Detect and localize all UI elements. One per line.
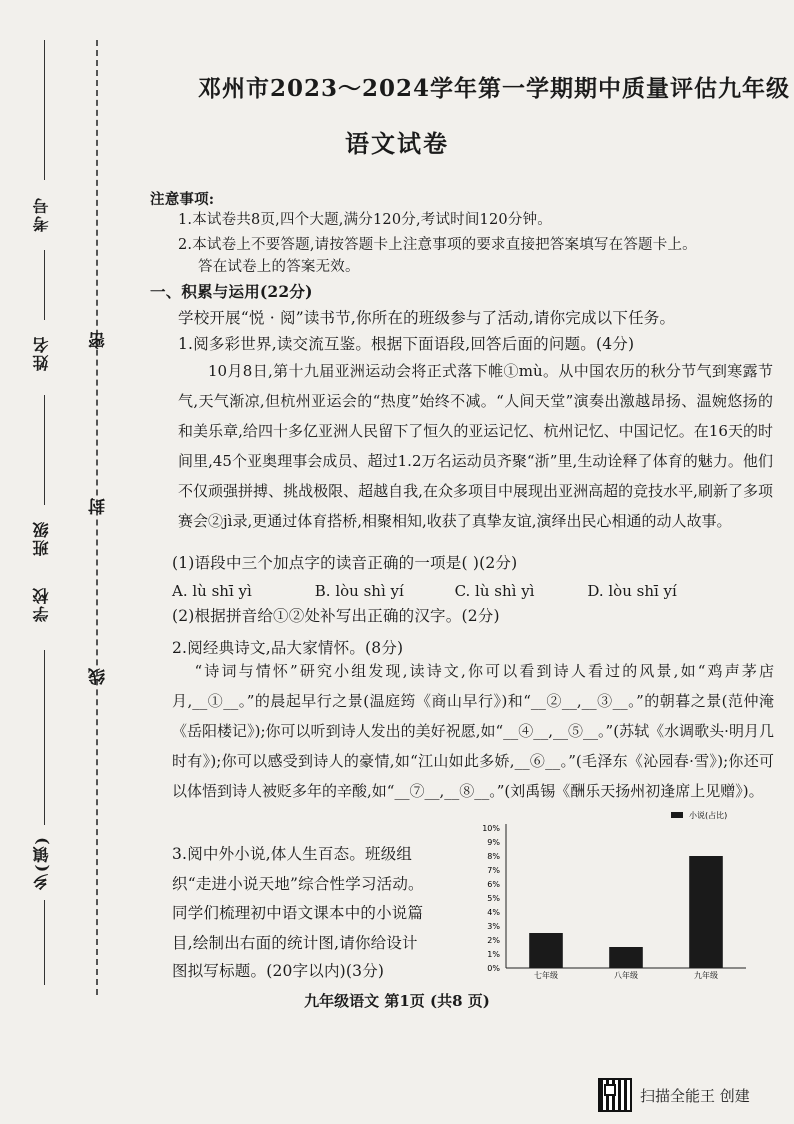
name-label: 姓名: [32, 335, 51, 371]
cut-mi: 密: [89, 332, 109, 349]
notice-heading: 注意事项:: [150, 191, 215, 208]
town-rule: [44, 900, 45, 985]
scanner-watermark: [598, 1078, 750, 1112]
y-tick-label: 10%: [482, 824, 500, 833]
question-1-2: (2)根据拼音给①②处补写出正确的汉字。(2分): [172, 607, 500, 625]
name-rule: [44, 250, 45, 320]
question-1: 1.阅多彩世界,读交流互鉴。根据下面语段,回答后面的问题。(4分): [178, 335, 635, 353]
legend-swatch: [671, 812, 683, 818]
page-footer: 九年级语文 第1页 (共8 页): [304, 992, 490, 1010]
notice-item-1: 1.本试卷共8页,四个大题,满分120分,考试时间120分钟。: [178, 212, 552, 228]
y-tick-label: 1%: [487, 950, 500, 959]
question-3-line-1: 3.阅中外小说,体人生百态。班级组: [172, 845, 413, 863]
y-tick-label: 5%: [487, 894, 500, 903]
option-d: D. lòu shī yí: [587, 582, 677, 600]
school-label: 学校: [32, 586, 51, 622]
bar-1: [609, 947, 643, 968]
question-3-line-3: 同学们梳理初中语文课本中的小说篇: [172, 904, 424, 922]
legend-label: 小说(占比): [689, 811, 728, 820]
y-tick-label: 3%: [487, 922, 500, 931]
y-tick-label: 0%: [487, 964, 500, 973]
exam-subtitle: 语文试卷: [345, 129, 449, 158]
y-tick-label: 2%: [487, 936, 500, 945]
notice-item-2: 2.本试卷上不要答题,请按答题卡上注意事项的要求直接把答案填写在答题卡上。: [178, 237, 697, 253]
x-tick-label: 八年级: [614, 971, 638, 980]
exam-no-label: 考号: [32, 196, 51, 232]
bar-2: [689, 856, 723, 968]
cut-feng: 封: [89, 498, 109, 515]
question-2: 2.阅经典诗文,品大家情怀。(8分): [172, 639, 404, 657]
binding-dashed-line: [96, 40, 98, 995]
chart-svg: [468, 806, 768, 986]
y-tick-label: 6%: [487, 880, 500, 889]
y-tick-label: 4%: [487, 908, 500, 917]
exam-no-rule: [44, 40, 45, 180]
option-b: B. lòu shì yí: [314, 582, 404, 600]
section-1-heading: 一、积累与运用(22分): [150, 282, 313, 301]
qr-code-icon: [598, 1078, 632, 1112]
y-tick-label: 8%: [487, 852, 500, 861]
question-1-1-options: [172, 582, 677, 600]
scanner-label: 扫描全能王 创建: [640, 1086, 750, 1105]
question-3-line-4: 目,绘制出右面的统计图,请你给设计: [172, 934, 418, 952]
reading-passage: 10月8日,第十九届亚洲运动会将正式落下帷①mù。从中国农历的秋分节气到寒露节气,天气渐凉,但杭州亚运会的“热度”始终不减。“人间天堂”演奏出激越昂扬、温婉悠扬的和美乐章,给四十多亿亚洲人民留下了恒久的亚运记忆、杭州记忆、中国记忆。在16天的时间里,45个亚奥理事会成员、超过1.2万名运动员齐聚“浙”里,生动诠释了体育的魅力。他们不仅顽强拼搏、挑战极限、超越自我,在众多项目中展现出亚洲高超的竞技水平,刷新了多项赛会②jì录,更通过体育搭桥,相聚相知,收获了真挚友谊,演绎出民心相通的动人故事。: [178, 362, 773, 530]
question-3-line-5: 图拟写标题。(20字以内)(3分): [172, 962, 385, 980]
question-3-line-2: 织“走进小说天地”综合性学习活动。: [172, 875, 424, 893]
question-1-1: (1)语段中三个加点字的读音正确的一项是( )(2分): [172, 554, 518, 572]
option-c: C. lù shì yì: [454, 582, 535, 600]
x-tick-label: 七年级: [534, 971, 558, 980]
y-tick-label: 7%: [487, 866, 500, 875]
section-1-intro: 学校开展“悦 · 阅”读书节,你所在的班级参与了活动,请你完成以下任务。: [178, 309, 676, 327]
class-label: 班级: [32, 520, 51, 556]
town-label: 乡(镇): [32, 835, 51, 891]
exam-title: 邓州市2023～2024学年第一学期期中质量评估九年级: [198, 75, 791, 102]
question-2-text: “诗词与情怀”研究小组发现,读诗文,你可以看到诗人看过的风景,如“鸡声茅店月,__①__。”的晨起早行之景(温庭筠《商山早行》)和“__②__,__③__。”的朝暮之景(范仲淹《岳阳楼记》);你可以听到诗人发出的美好祝愿,如“__④__,__⑤__。”(苏轼《水调歌头·明月几时有》);你可以感受到诗人的豪情,如“江山如此多娇,__⑥__。”(毛泽东《沁园春·雪》);你还可以体悟到诗人被贬多年的辛酸,如“__⑦__,__⑧__。”(刘禹锡《酬乐天扬州初逢席上见赠》)。: [172, 662, 774, 800]
bar-0: [529, 933, 563, 968]
novel-ratio-chart: [468, 806, 768, 986]
option-a: A. lù shī yì: [172, 582, 252, 600]
x-tick-label: 九年级: [694, 971, 718, 980]
class-rule: [44, 395, 45, 505]
cut-xian: 线: [89, 668, 109, 685]
y-tick-label: 9%: [487, 838, 500, 847]
notice-item-2b: 答在试卷上的答案无效。: [198, 259, 360, 275]
school-rule: [44, 650, 45, 825]
